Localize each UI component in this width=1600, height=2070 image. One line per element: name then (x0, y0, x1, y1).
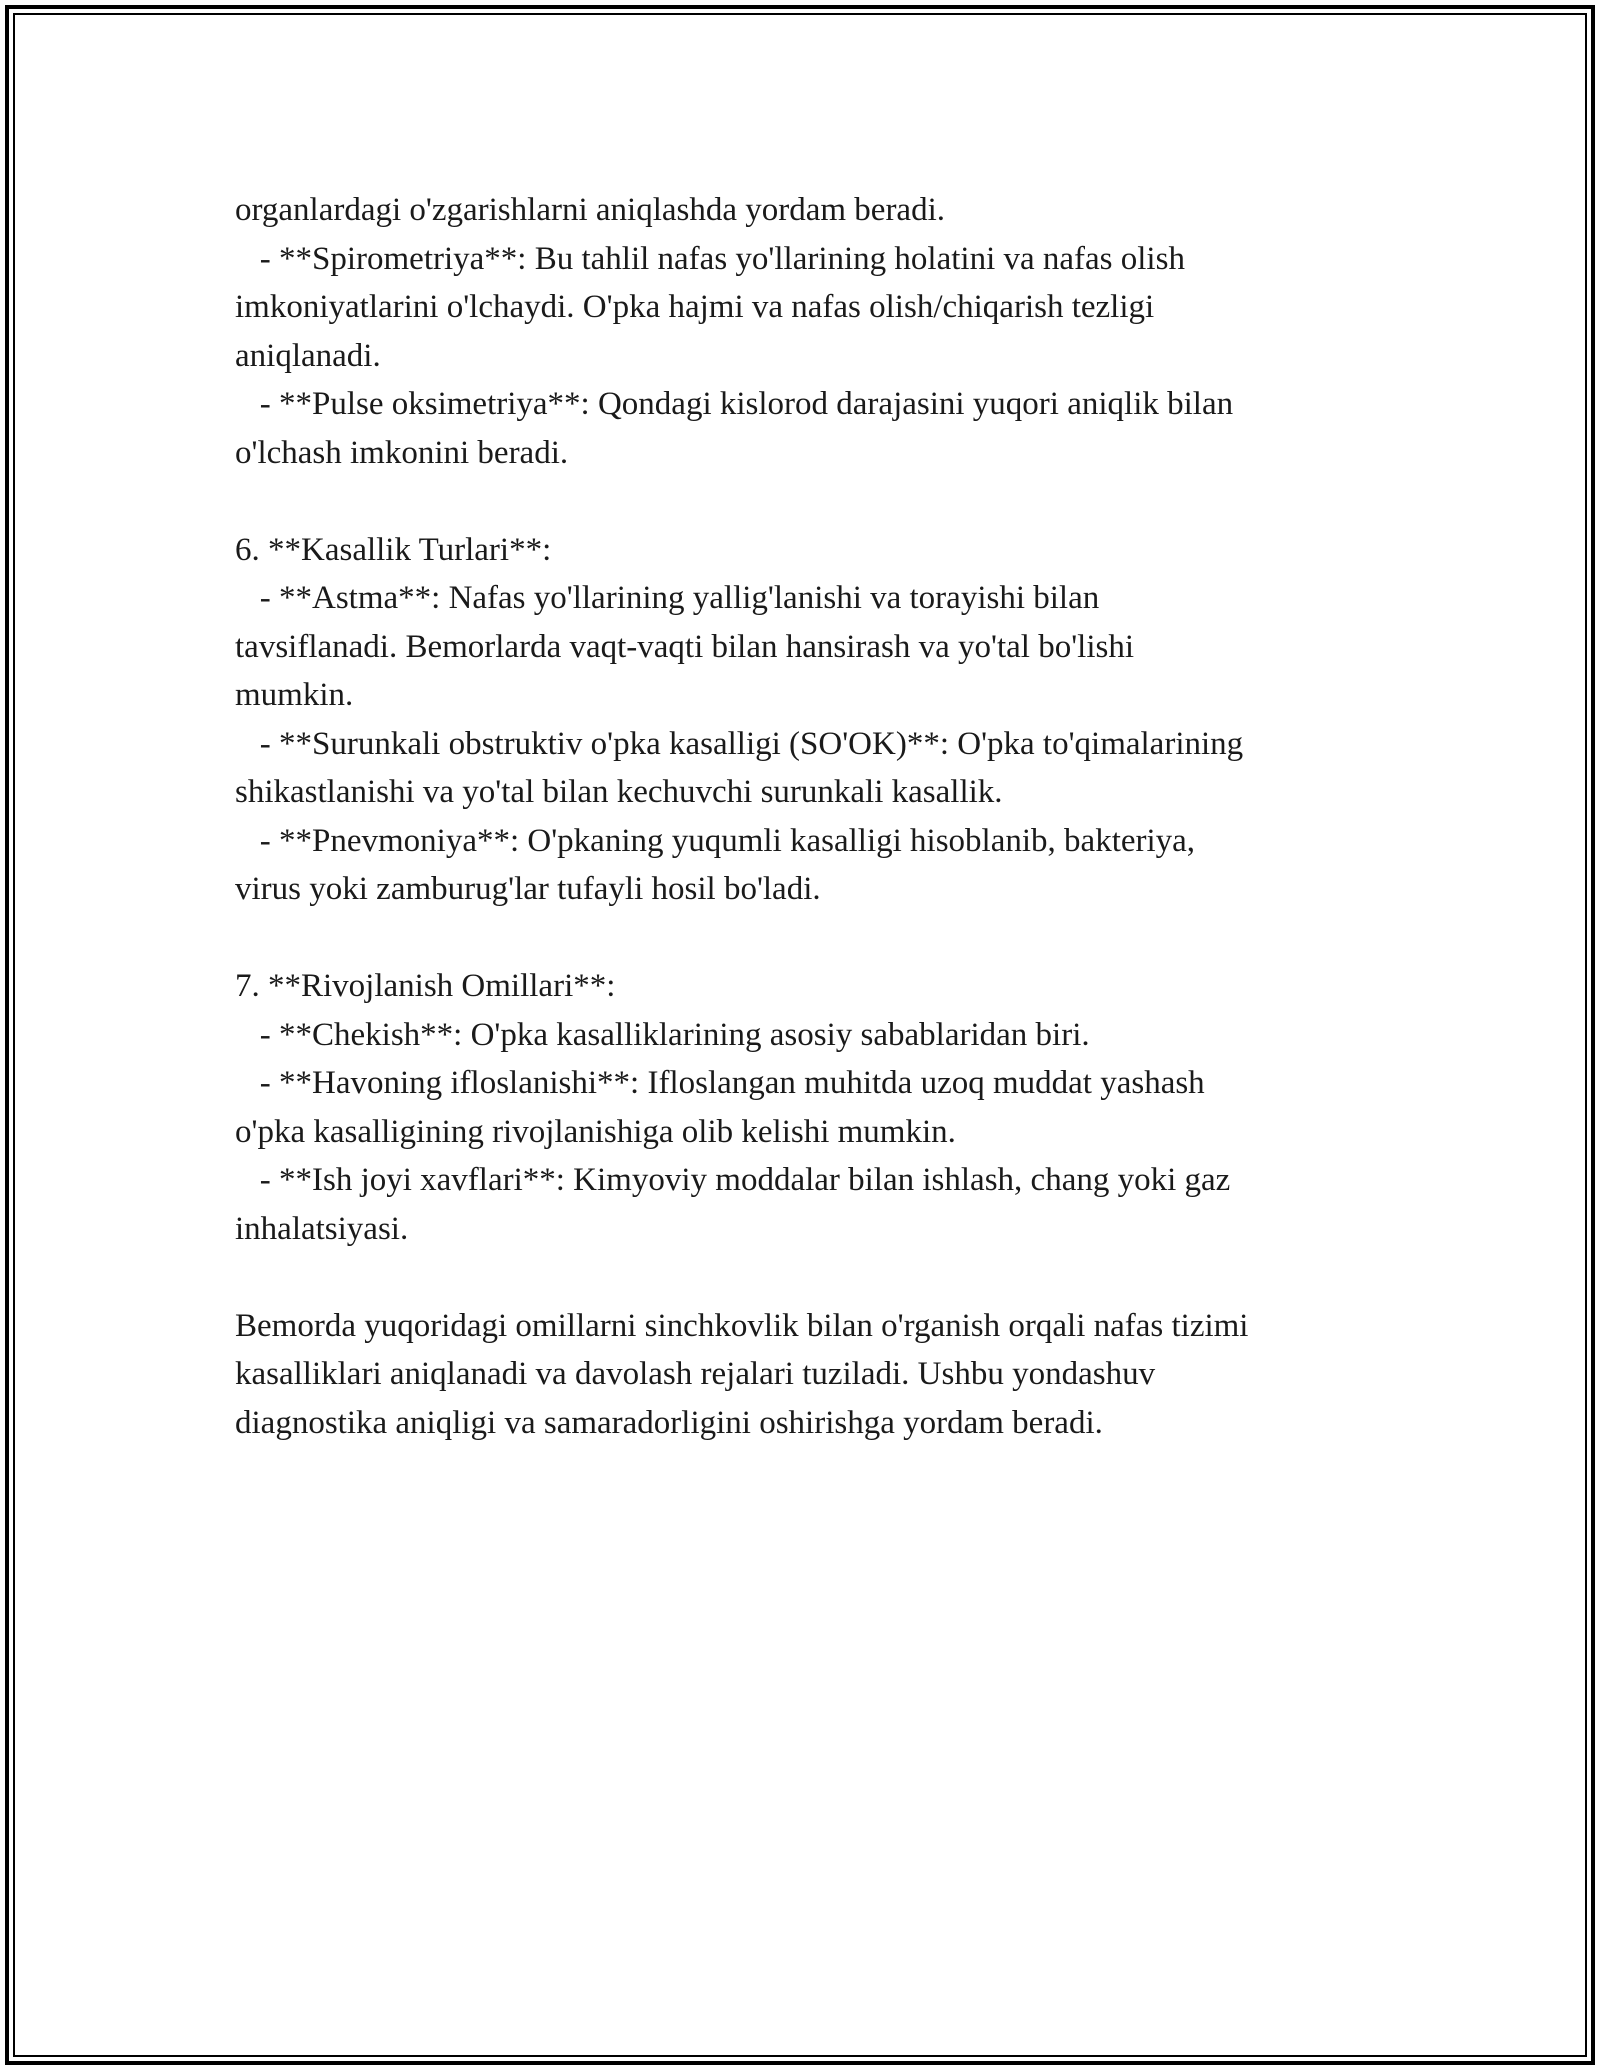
text-line: o'pka kasalligining rivojlanishiga olib kelishi mumkin. (235, 1113, 956, 1150)
text-line: aniqlanadi. (235, 337, 381, 374)
list-item-sook: - **Surunkali obstruktiv o'pka kasalligi (SO'OK)**: O'pka to'qimalarining (235, 725, 1244, 762)
list-item-havoning-ifloslanishi: - **Havoning ifloslanishi**: Ifloslangan muhitda uzoq muddat yashash (235, 1065, 1205, 1101)
text-line: shikastlanishi va yo'tal bilan kechuvchi surunkali kasallik. (235, 774, 1003, 810)
paragraph-spacer (235, 477, 1385, 526)
text-line: mumkin. (235, 677, 354, 713)
conclusion-paragraph-line: Bemorda yuqoridagi omillarni sinchkovlik bilan o'rganish orqali nafas tizimi (235, 1307, 1249, 1344)
text-line: o'lchash imkonini beradi. (235, 434, 569, 471)
section-heading-rivojlanish-omillari: 7. **Rivojlanish Omillari**: (235, 968, 616, 1004)
section-heading-kasallik-turlari: 6. **Kasallik Turlari**: (235, 531, 552, 568)
paragraph-spacer (235, 1253, 1385, 1302)
text-line: imkoniyatlarini o'lchaydi. O'pka hajmi va nafas olish/chiqarish tezligi (235, 289, 1155, 325)
paragraph-spacer (235, 914, 1385, 963)
list-item-pulse-oksimetriya: - **Pulse oksimetriya**: Qondagi kislorod darajasini yuqori aniqlik bilan (235, 386, 1234, 422)
list-item-ish-joyi-xavflari: - **Ish joyi xavflari**: Kimyoviy moddalar bilan ishlash, chang yoki gaz (235, 1162, 1231, 1198)
text-line: virus yoki zamburug'lar tufayli hosil bo'ladi. (235, 871, 821, 907)
list-item-chekish: - **Chekish**: O'pka kasalliklarining asosiy sabablaridan biri. (235, 1016, 1090, 1053)
conclusion-paragraph-line: diagnostika aniqligi va samaradorligini oshirishga yordam beradi. (235, 1404, 1103, 1441)
list-item-spirometriya: - **Spirometriya**: Bu tahlil nafas yo'llarining holatini va nafas olish (235, 240, 1185, 277)
text-line: tavsiflanadi. Bemorlarda vaqt-vaqti bilan hansirash va yo'tal bo'lishi (235, 628, 1134, 665)
list-item-pnevmoniya: - **Pnevmoniya**: O'pkaning yuqumli kasalligi hisoblanib, bakteriya, (235, 822, 1196, 859)
document-body (235, 186, 1385, 1447)
text-line: organlardagi o'zgarishlarni aniqlashda yordam beradi. (235, 192, 945, 228)
text-line: inhalatsiyasi. (235, 1210, 409, 1247)
list-item-astma: - **Astma**: Nafas yo'llarining yallig'lanishi va torayishi bilan (235, 580, 1100, 616)
conclusion-paragraph-line: kasalliklari aniqlanadi va davolash rejalari tuziladi. Ushbu yondashuv (235, 1356, 1156, 1392)
